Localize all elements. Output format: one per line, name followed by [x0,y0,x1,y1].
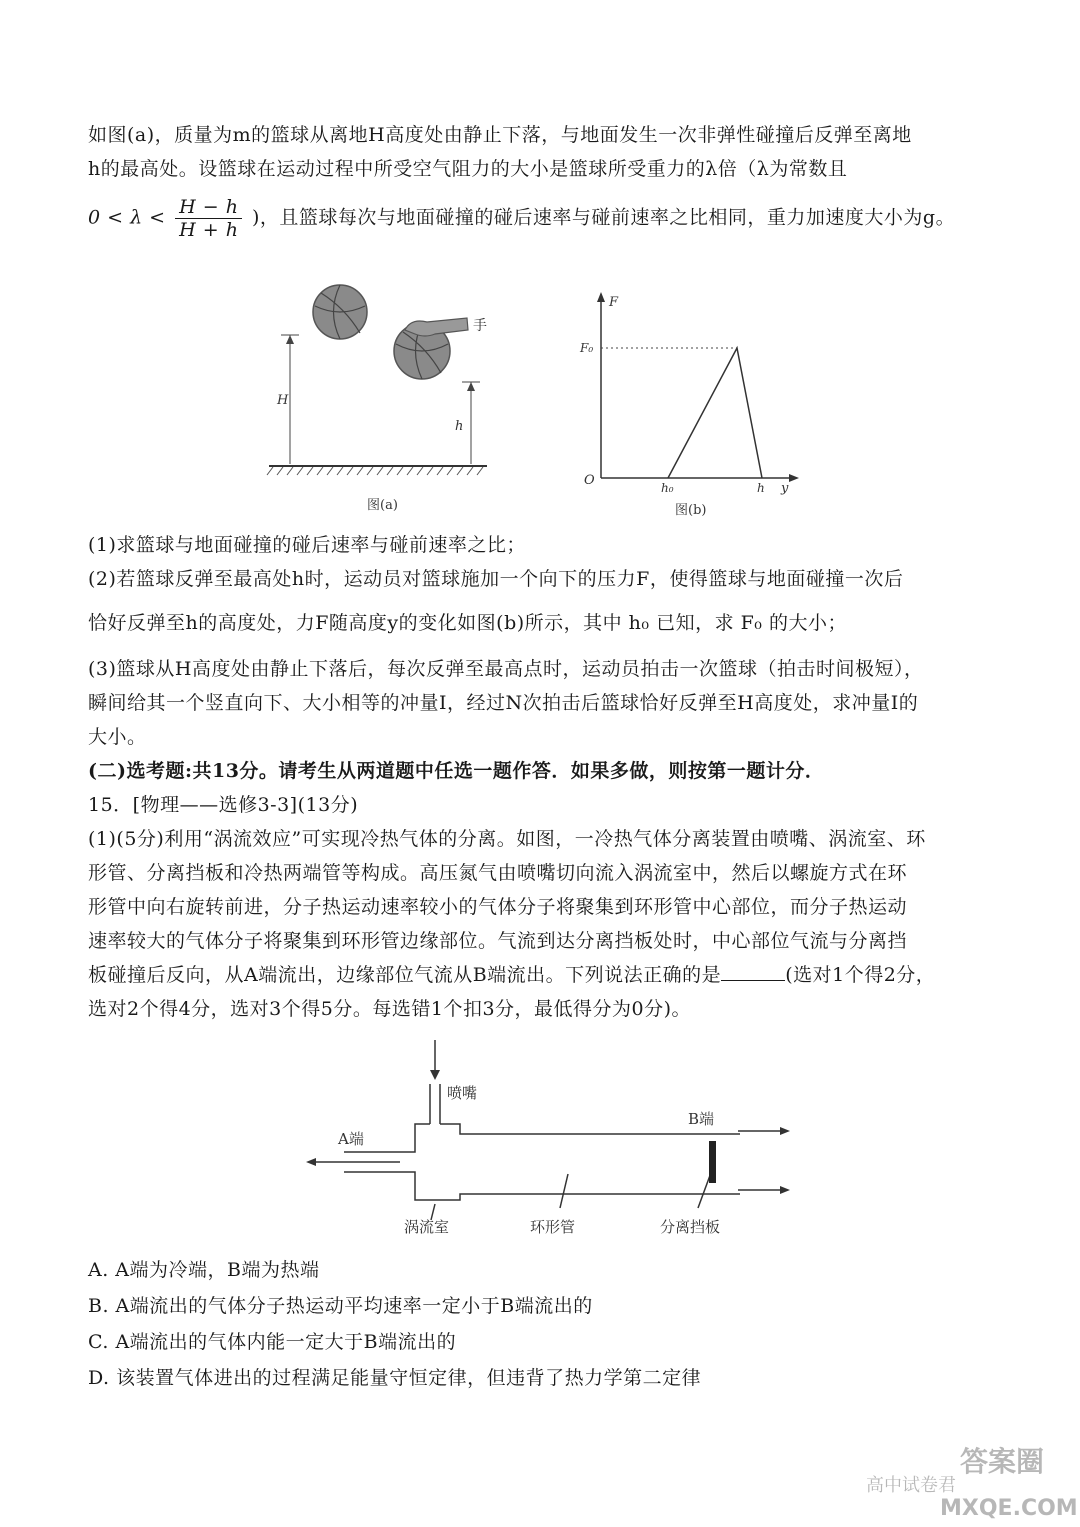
question-15-line-1: (1)(5分)利用“涡流效应”可实现冷热气体的分离。如图，一冷热气体分离装置由喷嘴、涡流室、环 [88,828,926,850]
option-D[interactable]: D. 该装置气体进出的过程满足能量守恒定律，但违背了热力学第二定律 [88,1367,702,1389]
nozzle-label: 喷嘴 [447,1084,478,1102]
option-C[interactable]: C. A端流出的气体内能一定大于B端流出的 [88,1331,457,1353]
height-h-label: h [455,419,464,434]
baffle-label: 分离挡板 [660,1218,721,1236]
intro-line-1: 如图(a)，质量为m的篮球从离地H高度处由静止下落，与地面发生一次非弹性碰撞后反弹至离地 [88,124,912,146]
watermark-url: MXQE.COM [940,1496,1078,1521]
figure-a-basketball [255,278,505,518]
section-2-heading [88,754,993,788]
ring-tube-label: 环形管 [530,1218,576,1236]
question-3-line-2: 瞬间给其一个竖直向下、大小相等的冲量I，经过N次拍击后篮球恰好反弹至H高度处，求冲量I的 [88,692,919,714]
axis-F-label: F [609,295,619,310]
h0-tick-label: h₀ [661,481,674,495]
question-15-line-2: 形管、分离挡板和冷热两端管等构成。高压氮气由喷嘴切向流入涡流室中，然后以螺旋方式在环 [88,862,908,884]
fraction-denominator: H + h [179,219,239,241]
question-2 [88,562,993,640]
origin-label: O [584,473,595,488]
lambda-range: 0 < λ < [88,206,166,229]
figure-b-caption: 图(b) [675,503,707,518]
a-end-label: A端 [338,1130,364,1148]
question-1-text: (1)求篮球与地面碰撞的碰后速率与碰前速率之比； [88,534,526,556]
question-3-line-3: 大小。 [88,726,147,748]
vortex-chamber-label: 涡流室 [404,1218,450,1236]
problem-intro [88,118,993,241]
hand-icon [405,318,468,336]
intro-line-2: h的最高处。设篮球在运动过程中所受空气阻力的大小是篮球所受重力的λ倍（λ为常数且 [88,158,848,180]
question-15-line-5-scoring: (选对1个得2分， [785,964,936,986]
option-A[interactable]: A. A端为冷端，B端为热端 [88,1259,320,1281]
figure-b-graph [575,288,805,520]
axis-y-label: y [781,481,789,496]
b-end-label: B端 [688,1110,715,1128]
question-15-line-5-text: 板碰撞后反向，从A端流出，边缘部位气流从B端流出。下列说法正确的是 [88,964,722,986]
intro-line-3-text: )，且篮球每次与地面碰撞的碰后速率与碰前速率之比相同，重力加速度大小为g。 [252,206,956,229]
ground-hatching [267,467,483,475]
question-15 [88,788,993,1026]
option-B[interactable]: B. A端流出的气体分子热运动平均速率一定小于B端流出的 [88,1295,593,1317]
question-15-line-4: 速率较大的气体分子将聚集到环形管边缘部位。气流到达分离挡板处时，中心部位气流与分离挡 [88,930,908,952]
answer-options [88,1252,993,1396]
question-2-line-2: 恰好反弹至h的高度处，力F随高度y的变化如图(b)所示，其中 h₀ 已知，求 F₀ 的大小； [88,612,847,634]
basketball-falling-icon [313,285,367,339]
vortex-tube-diagram [300,1036,800,1236]
watermark-logo [860,1439,1078,1521]
h-tick-label: h [757,481,765,495]
question-3-line-1: (3)篮球从H高度处由静止下落后，每次反弹至最高点时，运动员拍击一次篮球（拍击时间极短）， [88,658,924,680]
figure-a-caption: 图(a) [367,498,398,513]
watermark-source: 高中试卷君 [866,1475,956,1496]
hand-label: 手 [473,318,487,334]
question-15-line-3: 形管中向右旋转前进，分子热运动速率较小的气体分子将聚集到环形管中心部位，而分子热运动 [88,896,908,918]
question-3 [88,652,993,754]
intro-line-3 [88,196,993,241]
lambda-fraction [175,196,242,241]
question-1 [88,528,993,562]
height-H-label: H [277,393,289,408]
force-curve [668,348,762,478]
question-2-line-1: (2)若篮球反弹至最高处h时，运动员对篮球施加一个向下的压力F，使得篮球与地面碰撞一次后 [88,568,904,590]
watermark-brand: 答案圈 [960,1445,1045,1478]
separation-baffle [709,1141,716,1183]
question-15-line-6: 选对2个得4分，选对3个得5分。每选错1个扣3分，最低得分为0分)。 [88,998,692,1020]
question-15-title: 15．[物理——选修3-3](13分) [88,794,359,816]
section-2-text: (二)选考题:共13分。请考生从两道题中任选一题作答．如果多做，则按第一题计分． [88,760,825,782]
fraction-numerator: H − h [175,196,242,219]
F0-label: F₀ [580,341,594,355]
answer-blank [721,960,785,981]
question-15-line-5 [88,958,993,992]
